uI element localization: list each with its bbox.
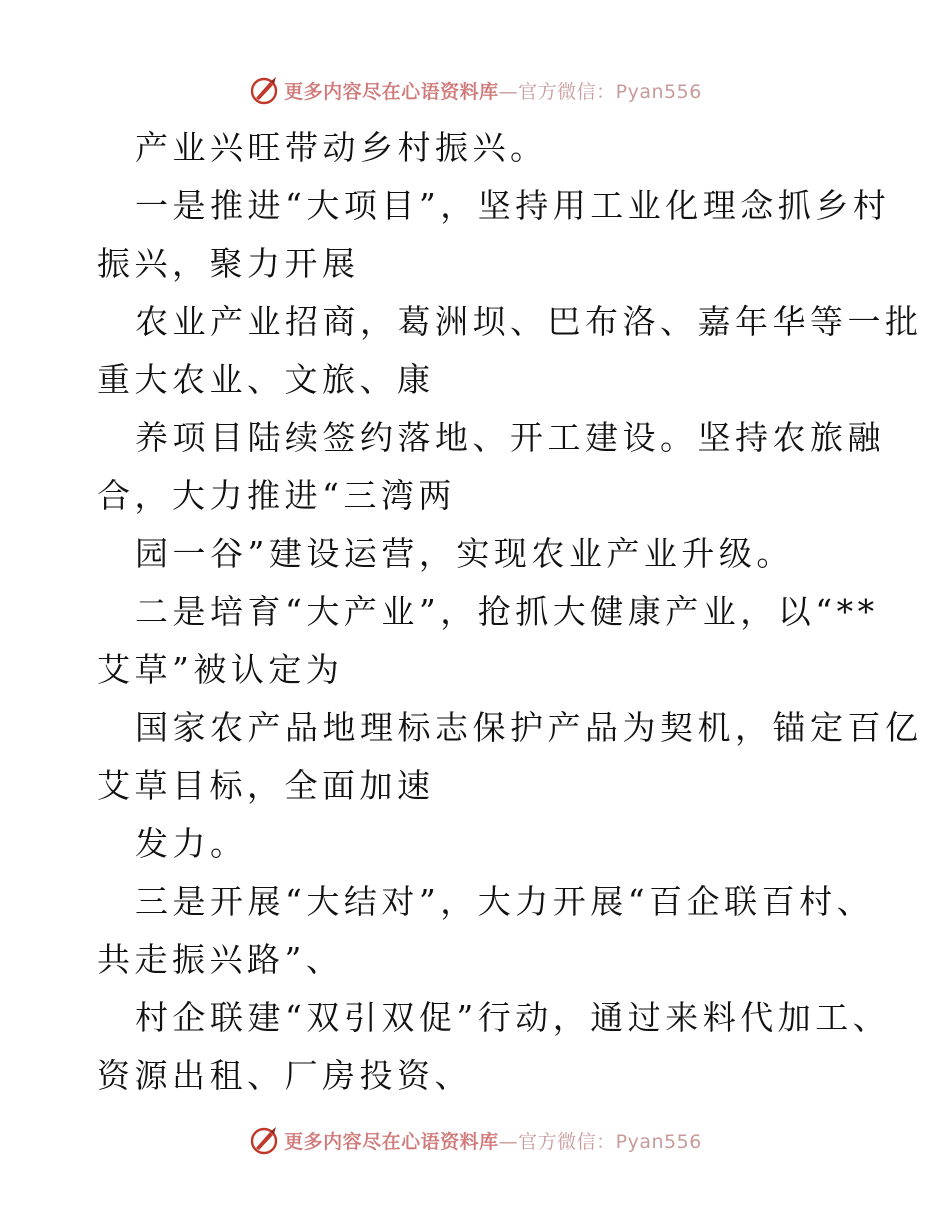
document-body [97,119,923,1105]
body-line: 养项目陆续签约落地、开工建设。坚持农旅融 [135,418,885,457]
body-line: 园一谷”建设运营，实现农业产业升级。 [135,534,794,573]
quill-logo-icon [248,74,280,106]
watermark-brand: 更多内容尽在心语资料库 [284,1130,499,1153]
body-line: 合，大力推进“三湾两 [97,476,456,515]
watermark-text [284,77,702,104]
body-line: 振兴，聚力开展 [97,244,360,283]
footer-watermark [0,1120,950,1160]
body-line: 一是推进“大项目”，坚持用工业化理念抓乡村 [135,186,891,225]
body-line: 艾草目标，全面加速 [97,766,435,805]
body-line: 村企联建“双引双促”行动，通过来料代加工、 [135,998,891,1037]
watermark-contact: —官方微信：Pyan556 [498,1130,702,1153]
body-line: 二是培育“大产业”，抢抓大健康产业，以“** [135,592,879,631]
body-line: 共走振兴路”、 [97,940,344,979]
body-line: 国家农产品地理标志保护产品为契机，锚定百亿 [135,708,923,747]
body-line: 农业产业招商，葛洲坝、巴布洛、嘉年华等一批 [135,302,923,341]
watermark-contact: —官方微信：Pyan556 [498,80,702,103]
quill-logo-icon [248,1124,280,1156]
body-line: 资源出租、厂房投资、 [97,1056,472,1095]
watermark-brand: 更多内容尽在心语资料库 [284,80,499,103]
header-watermark [0,70,950,110]
body-line: 产业兴旺带动乡村振兴。 [135,128,548,167]
body-line: 艾草”被认定为 [97,650,344,689]
watermark-text [284,1127,702,1154]
body-line: 三是开展“大结对”，大力开展“百企联百村、 [135,882,875,921]
body-line: 发力。 [135,824,248,863]
body-line: 重大农业、文旅、康 [97,360,435,399]
